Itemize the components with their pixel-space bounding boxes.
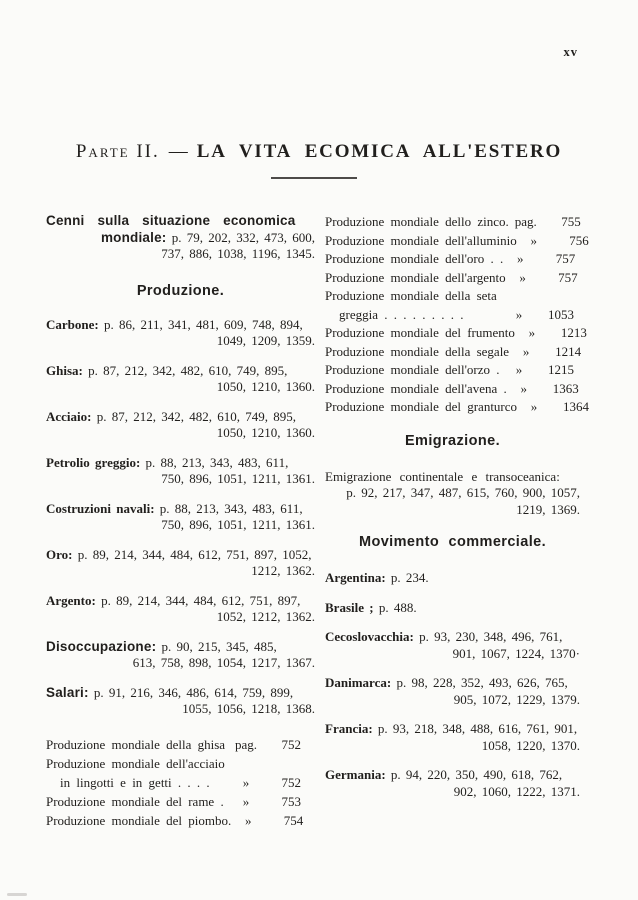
text-segment: 750, 896, 1051, 1211, 1361.	[161, 517, 315, 532]
toc-entry-text: Produzione mondiale della segale	[325, 343, 510, 359]
entry-cecoslovacchia	[325, 629, 580, 662]
toc-row	[325, 343, 582, 362]
toc-row	[325, 380, 579, 399]
produzione-entry-list	[46, 317, 315, 718]
text-segment: Disoccupazione:	[46, 638, 157, 654]
toc-line	[46, 792, 301, 811]
text-segment: 1050, 1210, 1360.	[216, 425, 315, 440]
entry-brasile	[325, 600, 580, 617]
cenni-entry-host	[46, 213, 315, 263]
toc-page-number: 752	[281, 736, 301, 752]
entry-argento	[46, 593, 315, 626]
toc-entry-text: Produzione mondiale del piombo.	[46, 812, 232, 828]
toc-page-number: 752	[281, 774, 301, 790]
text-segment: Carbone:	[46, 316, 99, 332]
toc-page-number: 1363	[552, 380, 579, 396]
toc-page-mark: pag.	[514, 214, 537, 229]
entry-line	[46, 363, 315, 380]
toc-page-mark: »	[242, 793, 250, 809]
toc-line	[325, 232, 589, 251]
entry-argentina	[325, 570, 580, 587]
toc-page-number: 755	[561, 214, 581, 229]
text-segment: 737, 886, 1038, 1196, 1345.	[161, 246, 315, 261]
entry-line	[325, 570, 580, 587]
entry-line	[325, 721, 580, 738]
toc-entry-text: Produzione mondiale del frumento	[325, 325, 515, 340]
toc-entry-text: in lingotti e in getti . . . .	[60, 774, 210, 790]
entry-line	[46, 501, 315, 518]
toc-row	[46, 735, 301, 754]
entry-line	[325, 469, 580, 486]
toc-row	[46, 811, 304, 830]
entry-line	[325, 600, 580, 617]
entry-danimarca	[325, 675, 580, 708]
entry-line	[46, 639, 315, 656]
title-dash: —	[168, 141, 188, 162]
toc-page-mark: »	[242, 774, 250, 790]
text-segment: Danimarca:	[325, 675, 392, 690]
toc-entry-text: Produzione mondiale del rame .	[46, 793, 224, 809]
toc-row	[46, 754, 301, 792]
text-segment: Brasile ;	[325, 599, 374, 615]
entry-line	[46, 425, 315, 442]
toc-line	[325, 361, 574, 380]
toc-line	[46, 735, 301, 754]
toc-line: Produzione mondiale dell'acciaio	[46, 755, 225, 771]
text-segment: p. 87, 212, 342, 482, 610, 749, 895,	[82, 362, 288, 378]
entry-line	[325, 738, 580, 755]
text-segment: p. 90, 215, 345, 485,	[156, 638, 277, 654]
entry-line	[46, 655, 315, 672]
toc-entry-text: Produzione mondiale dell'avena .	[325, 380, 507, 396]
toc-row	[325, 287, 574, 324]
text-segment: 1212, 1362.	[251, 563, 315, 578]
toc-page-mark: »	[515, 362, 523, 377]
toc-line	[325, 398, 590, 417]
text-segment: 750, 896, 1051, 1211, 1361.	[161, 471, 315, 486]
entry-line	[46, 471, 315, 488]
entry-francia	[325, 721, 580, 754]
text-segment: p. 79, 202, 332, 473, 600,	[166, 229, 315, 245]
text-segment: 905, 1072, 1229, 1379.	[453, 691, 580, 707]
entry-line	[46, 246, 315, 263]
toc-page-mark: pag.	[234, 736, 258, 752]
text-segment: Oro:	[46, 546, 73, 562]
toc-page-mark: »	[515, 306, 523, 322]
entry-line	[46, 593, 315, 610]
text-segment: Petrolio greggio:	[46, 454, 141, 470]
text-segment: 902, 1060, 1222, 1371.	[453, 783, 580, 799]
entry-oro	[46, 547, 315, 580]
toc-row	[325, 213, 581, 232]
toc-line	[325, 213, 581, 232]
text-segment: p. 93, 230, 348, 496, 761,	[413, 629, 563, 644]
text-segment: 613, 758, 898, 1054, 1217, 1367.	[132, 655, 315, 670]
entry-line	[325, 629, 580, 646]
page-number: xv	[563, 45, 578, 59]
entry-line	[46, 563, 315, 580]
toc-entry-text: Produzione mondiale dell'oro . .	[325, 251, 504, 266]
toc-entry-text: Produzione mondiale della ghisa	[46, 736, 226, 752]
title-part-label: Parte II.	[75, 141, 160, 162]
entry-line	[325, 675, 580, 692]
toc-row	[325, 324, 587, 343]
emigrazione-entry-host	[325, 469, 580, 519]
toc-entry-text: Produzione mondiale del granturco	[325, 399, 518, 414]
toc-page-mark: »	[522, 343, 530, 359]
text-segment: Acciaio:	[46, 408, 92, 424]
text-segment: p. 92, 217, 347, 487, 615, 760, 900, 1057,	[346, 485, 580, 500]
text-segment: p. 86, 211, 341, 481, 609, 748, 894,	[98, 316, 303, 332]
entry-line	[325, 692, 580, 709]
entry-line	[46, 517, 315, 534]
text-segment: 901, 1067, 1224, 1370·	[452, 645, 580, 661]
heading-emigrazione: Emigrazione.	[404, 432, 501, 449]
text-segment: 1050, 1210, 1360.	[216, 379, 315, 394]
entry-carbone	[46, 317, 315, 350]
entry-line	[46, 213, 315, 230]
toc-line	[325, 324, 587, 343]
entry-line	[46, 379, 315, 396]
toc-page-mark: »	[517, 251, 524, 266]
text-segment: Salari:	[46, 684, 89, 700]
toc-line	[46, 811, 304, 830]
text-segment: Emigrazione continentale e transoceanica:	[325, 468, 560, 484]
toc-entry-text: Produzione mondiale dell'orzo .	[325, 362, 500, 377]
toc-page-mark: »	[519, 269, 526, 285]
toc-page-number: 1053	[548, 306, 574, 322]
text-segment: p. 488.	[373, 599, 417, 615]
entry-line	[325, 767, 580, 784]
text-segment: Francia:	[325, 721, 373, 736]
text-segment: p. 87, 212, 342, 482, 610, 749, 895,	[91, 408, 296, 424]
entry-line	[46, 609, 315, 626]
text-segment: p. 89, 214, 344, 484, 612, 751, 897,	[95, 592, 301, 608]
right-toc-list	[325, 213, 590, 417]
entry-line	[325, 502, 580, 519]
entry-line	[46, 333, 315, 350]
toc-page-number: 756	[569, 232, 589, 248]
heading-produzione: Produzione.	[136, 282, 225, 299]
toc-page-mark: »	[530, 232, 538, 248]
scan-smudge	[7, 893, 27, 896]
text-segment: p. 89, 214, 344, 484, 612, 751, 897, 1052,	[72, 546, 312, 562]
text-segment: p. 234.	[385, 570, 429, 585]
text-segment: 1052, 1212, 1362.	[216, 609, 315, 624]
entry-line	[46, 230, 315, 247]
toc-page-number: 1214	[555, 343, 582, 359]
toc-row	[325, 250, 574, 269]
page-title	[0, 141, 638, 163]
entry-emigrazione-continentale	[325, 469, 580, 519]
toc-row	[325, 232, 589, 251]
toc-entry-text: greggia . . . . . . . . .	[339, 306, 464, 322]
country-entry-list	[325, 570, 580, 800]
toc-line	[325, 269, 578, 288]
entry-line	[46, 701, 315, 718]
toc-page-number: 1215	[548, 362, 574, 377]
text-segment: 1219, 1369.	[516, 501, 580, 517]
toc-entry-text: Produzione mondiale dell'argento	[325, 269, 506, 285]
right-column	[325, 213, 590, 830]
entry-line	[46, 317, 315, 334]
toc-page-mark: »	[528, 325, 536, 340]
text-segment: p. 88, 213, 343, 483, 611,	[154, 500, 303, 516]
toc-page-number: 754	[283, 812, 304, 828]
toc-page-mark: »	[520, 380, 527, 396]
toc-entry-text: Produzione mondiale dell'alluminio	[325, 232, 517, 248]
text-segment: Germania:	[325, 767, 386, 782]
entry-line	[46, 685, 315, 702]
text-segment: p. 91, 216, 346, 486, 614, 759, 899,	[88, 684, 294, 700]
toc-page-mark: »	[530, 399, 538, 414]
toc-line: Produzione mondiale della seta	[325, 288, 497, 303]
toc-page-number: 757	[555, 251, 576, 266]
title-rule	[271, 177, 357, 179]
toc-page-number: 757	[558, 269, 578, 285]
text-segment: p. 94, 220, 350, 490, 618, 762,	[385, 767, 563, 782]
entry-germania	[325, 767, 580, 800]
entry-line	[325, 646, 580, 663]
toc-page-number: 753	[281, 793, 301, 809]
entry-disoccupazione	[46, 639, 315, 672]
entry-line	[46, 409, 315, 426]
toc-page-number: 1213	[560, 325, 587, 340]
text-segment: Argento:	[46, 592, 96, 608]
text-segment: Ghisa:	[46, 362, 83, 378]
text-segment: p. 88, 213, 343, 483, 611,	[140, 454, 289, 470]
toc-line	[325, 343, 582, 362]
title-main-text: LA VITA ECOMICA ALL'ESTERO	[196, 141, 563, 162]
entry-costruzioni-navali	[46, 501, 315, 534]
toc-entry-text: Produzione mondiale dello zinco.	[325, 214, 509, 229]
toc-page-mark: »	[244, 812, 252, 828]
toc-line	[325, 306, 574, 325]
text-segment: 1055, 1056, 1218, 1368.	[182, 701, 315, 716]
heading-movimento-commerciale: Movimento commerciale.	[358, 534, 547, 550]
entry-line	[325, 784, 580, 801]
left-column	[46, 213, 315, 830]
text-segment: p. 98, 228, 352, 493, 626, 765,	[391, 675, 568, 690]
toc-row	[325, 398, 590, 417]
toc-page-number: 1364	[563, 399, 590, 414]
entry-line	[46, 547, 315, 564]
toc-row	[325, 361, 574, 380]
entry-salari	[46, 685, 315, 718]
text-segment: Costruzioni navali:	[46, 500, 155, 516]
entry-acciaio	[46, 409, 315, 442]
text-segment: 1058, 1220, 1370.	[481, 737, 580, 753]
text-segment: p. 93, 218, 348, 488, 616, 761, 901,	[372, 721, 578, 736]
text-segment: Argentina:	[325, 570, 386, 585]
toc-line	[325, 380, 579, 399]
entry-cenni-situazione-economica	[46, 213, 315, 263]
entry-ghisa	[46, 363, 315, 396]
entry-line	[325, 485, 580, 502]
text-segment: Cenni sulla situazione economica	[46, 213, 296, 228]
text-segment: Cecoslovacchia:	[325, 629, 414, 644]
index-columns	[46, 213, 590, 830]
toc-line	[325, 250, 574, 269]
text-segment: 1049, 1209, 1359.	[216, 333, 315, 348]
entry-line	[46, 455, 315, 472]
toc-line	[46, 773, 301, 792]
left-toc-list	[46, 735, 315, 830]
toc-row	[325, 269, 578, 288]
entry-petrolio-greggio	[46, 455, 315, 488]
text-segment: mondiale:	[100, 229, 167, 245]
toc-row	[46, 792, 301, 811]
